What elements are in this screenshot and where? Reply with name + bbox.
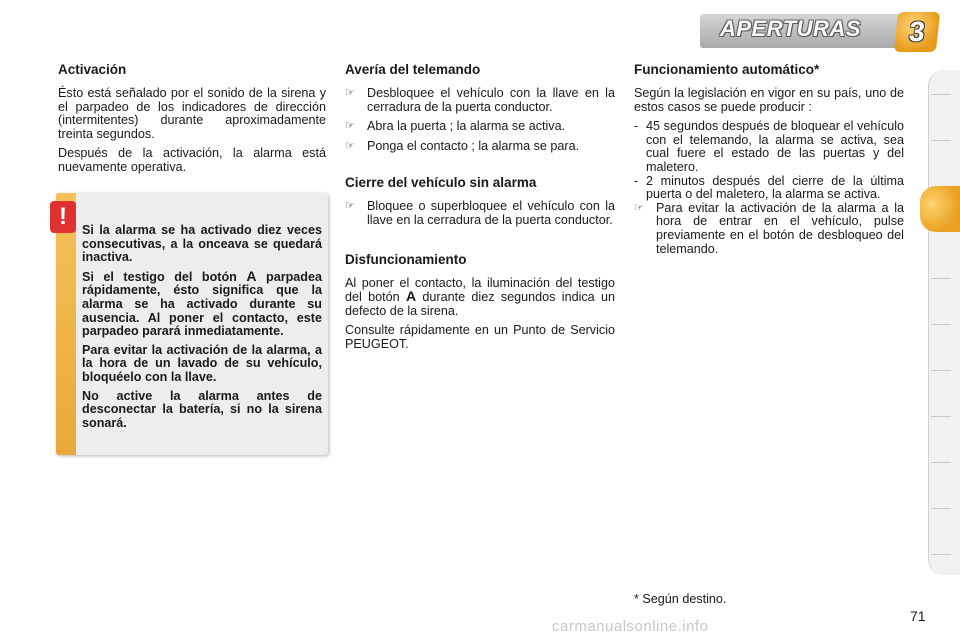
list-item — [634, 202, 904, 256]
list-item — [634, 175, 904, 202]
automatic-operation-heading: Funcionamiento automático* — [634, 62, 820, 77]
malfunction-text-part: durante diez segundos indica un defecto de la sirena. — [345, 290, 615, 318]
dash-marker: - — [634, 173, 639, 188]
pointing-hand-icon: ☞ — [345, 139, 355, 152]
list-item — [345, 140, 615, 154]
side-tab-divider — [931, 94, 951, 95]
remote-failure-heading: Avería del telemando — [345, 62, 481, 77]
active-chapter-tab — [920, 186, 960, 232]
side-tab-divider — [931, 416, 951, 417]
warning-paragraph — [82, 267, 322, 339]
list-item — [345, 87, 615, 114]
warning-text-part: parpadea rápidamente, ésto significa que la alarma se ha activado durante su ausencia. Al poner el contacto, este parpadeo parará inmediatamente. — [82, 269, 322, 339]
warning-paragraph: No active la alarma antes de desconectar la batería, si no la sirena sonará. — [82, 388, 322, 430]
malfunction-paragraph: Consulte rápidamente en un Punto de Servicio PEUGEOT. — [345, 323, 615, 351]
activation-heading: Activación — [58, 62, 127, 77]
activation-section — [58, 62, 326, 181]
warning-text-part: Si el testigo del botón — [82, 269, 247, 284]
side-tab-divider — [931, 140, 951, 141]
pointing-hand-icon: ☞ — [345, 200, 355, 213]
automatic-intro: Según la legislación en vigor en su país, uno de estos casos se puede producir : — [634, 86, 904, 114]
malfunction-text-part: Al poner el contacto, la iluminación del testigo del botón — [345, 275, 615, 305]
page-number: 71 — [910, 608, 926, 624]
list-item-text: Desbloquee el vehículo con la llave en la cerradura de la puerta conductor. — [367, 86, 615, 114]
malfunction-paragraph — [345, 277, 615, 319]
side-tab-divider — [931, 554, 951, 555]
button-a-label: A — [246, 267, 257, 284]
list-item-text: Abra la puerta ; la alarma se activa. — [367, 119, 566, 134]
list-item-text: Para evitar la activación de la alarma a la hora de entrar en el vehículo, pulse previamente en el botón de desbloqueo del telemando. — [656, 200, 904, 256]
chapter-number-badge: 3 — [894, 12, 940, 52]
warning-paragraph: Si la alarma se ha activado diez veces consecutivas, a la onceava se quedará inactiva. — [82, 223, 322, 265]
footnote: * Según destino. — [634, 592, 727, 606]
side-tab-divider — [931, 324, 951, 325]
list-item-text: Ponga el contacto ; la alarma se para. — [367, 138, 580, 153]
list-item-text: 2 minutos después del cierre de la última puerta o del maletero, la alarma se activa. — [646, 173, 904, 202]
list-item-text: 45 segundos después de bloquear el vehículo con el telemando, la alarma se activa, sea cual fuere el estado de las puertas y del maletero. — [646, 119, 904, 174]
page-title: APERTURAS — [720, 16, 862, 41]
warning-text — [82, 224, 322, 435]
middle-column — [345, 62, 615, 358]
warning-paragraph: Para evitar la activación de la alarma, a la hora de un lavado de su vehículo, bloquéelo con la llave. — [82, 342, 322, 384]
list-item — [345, 200, 615, 227]
warning-exclamation-icon: ! — [50, 201, 76, 233]
activation-paragraph: Después de la activación, la alarma está nuevamente operativa. — [58, 146, 326, 174]
pointing-hand-icon: ☞ — [345, 87, 355, 99]
activation-paragraph: Ésto está señalado por el sonido de la sirena y el parpadeo de los indicadores de dirección (intermitentes) durante aproximadamente treinta segundos. — [58, 86, 326, 141]
pointing-hand-icon: ☞ — [634, 201, 644, 214]
side-tab-divider — [931, 370, 951, 371]
side-tab-divider — [931, 462, 951, 463]
list-item-text: Bloquee o superbloquee el vehículo con la llave en la cerradura de la puerta conductor. — [367, 199, 615, 227]
list-item — [634, 120, 904, 174]
side-tab-divider — [931, 278, 951, 279]
pointing-hand-icon: ☞ — [345, 120, 355, 133]
automatic-operation-section — [634, 62, 904, 262]
locking-without-alarm-heading: Cierre del vehículo sin alarma — [345, 175, 537, 191]
malfunction-heading: Disfuncionamiento — [345, 251, 467, 267]
watermark: carmanualsonline.info — [552, 618, 709, 635]
list-item — [345, 120, 615, 134]
chapter-side-tabs — [928, 70, 960, 575]
button-a-label: A — [405, 288, 417, 305]
side-tab-divider — [931, 508, 951, 509]
dash-marker: - — [634, 119, 639, 134]
